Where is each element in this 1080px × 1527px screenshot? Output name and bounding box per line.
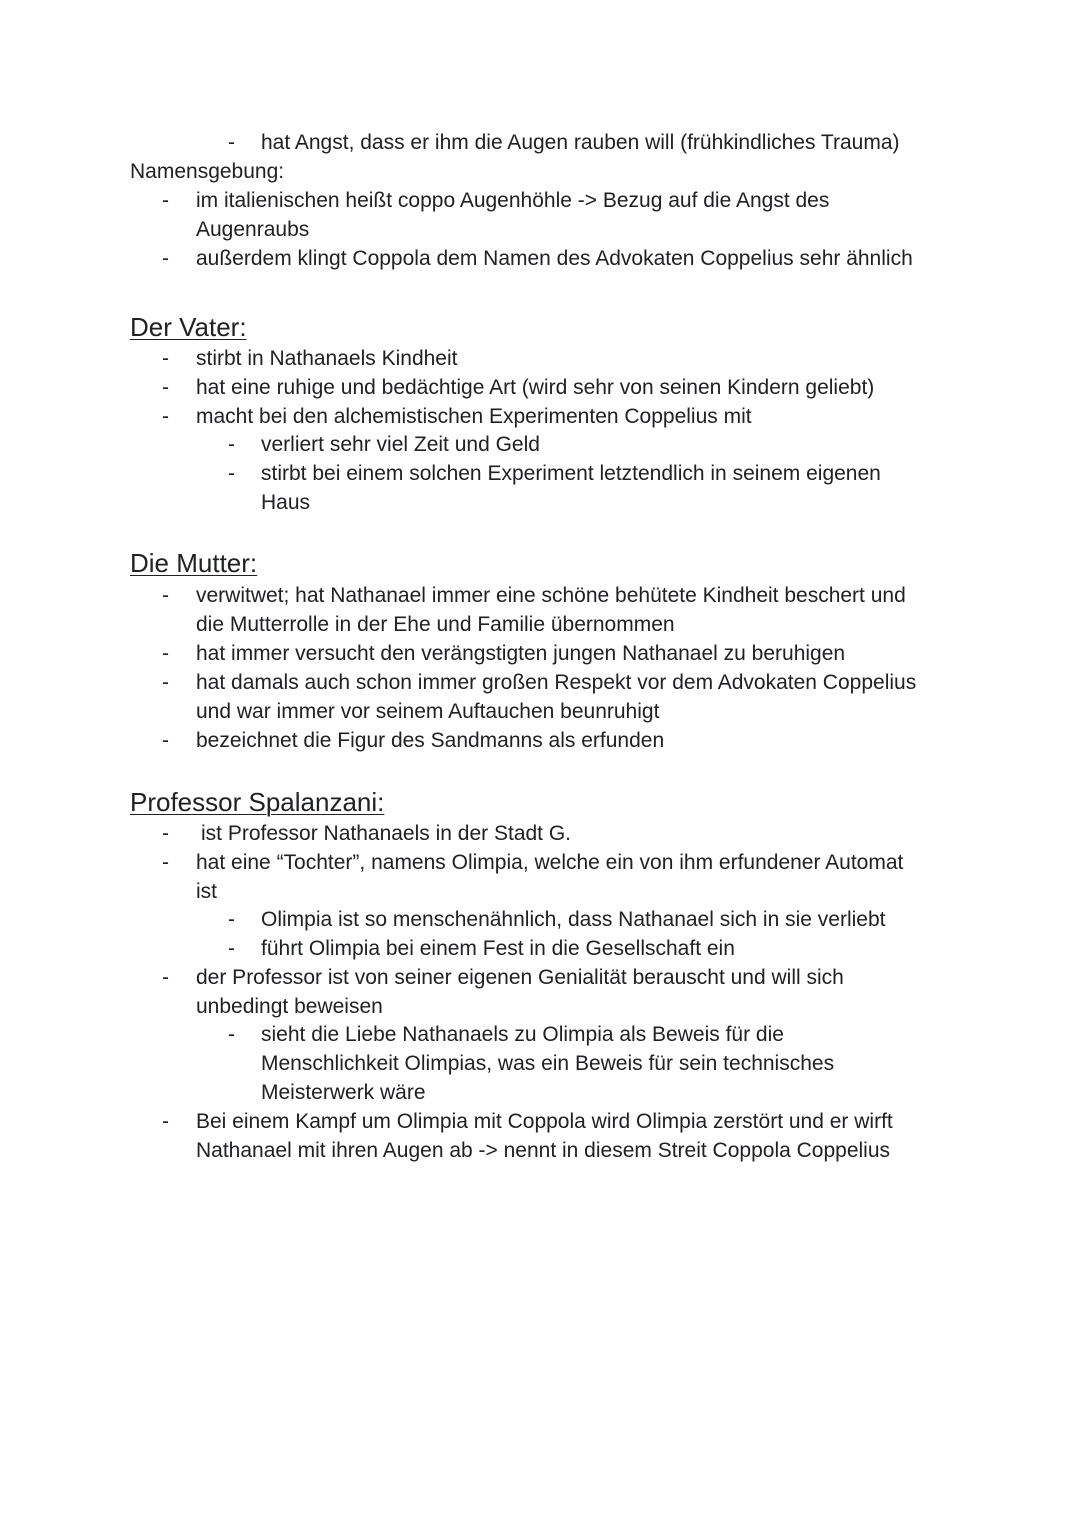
bullet-dash: - xyxy=(162,376,169,399)
spalanzani-subitem: führt Olimpia bei einem Fest in die Gesellschaft ein xyxy=(261,937,735,960)
mutter-item-line: hat damals auch schon immer großen Respekt vor dem Advokaten Coppelius xyxy=(196,671,917,694)
bullet-dash: - xyxy=(228,1023,235,1046)
bullet-dash: - xyxy=(162,729,169,752)
vater-item: stirbt in Nathanaels Kindheit xyxy=(196,347,458,370)
bullet-dash: - xyxy=(228,908,235,931)
bullet-dash: - xyxy=(228,131,235,154)
mutter-item-line: die Mutterrolle in der Ehe und Familie übernommen xyxy=(196,613,675,636)
spalanzani-item-line: Nathanael mit ihren Augen ab -> nennt in diesem Streit Coppola Coppelius xyxy=(196,1139,891,1162)
spalanzani-subitem: Olimpia ist so menschenähnlich, dass Nathanael sich in sie verliebt xyxy=(261,908,886,931)
bullet-dash: - xyxy=(162,247,169,270)
trauma-item: hat Angst, dass er ihm die Augen rauben will (frühkindliches Trauma) xyxy=(261,131,900,154)
section-heading-mutter: Die Mutter: xyxy=(130,548,258,578)
section-heading-spalanzani: Professor Spalanzani: xyxy=(130,787,385,817)
vater-item: hat eine ruhige und bedächtige Art (wird sehr von seinen Kindern geliebt) xyxy=(196,376,875,399)
naming-label: Namensgebung: xyxy=(130,160,285,183)
spalanzani-subitem-line: sieht die Liebe Nathanaels zu Olimpia als Beweis für die xyxy=(261,1023,784,1046)
mutter-item-line: und war immer vor seinem Auftauchen beunruhigt xyxy=(196,700,660,723)
bullet-dash: - xyxy=(162,642,169,665)
mutter-item-line: verwitwet; hat Nathanael immer eine schöne behütete Kindheit beschert und xyxy=(196,584,906,607)
naming-item-line: im italienischen heißt coppo Augenhöhle -> Bezug auf die Angst des xyxy=(196,189,830,212)
bullet-dash: - xyxy=(162,822,169,845)
bullet-dash: - xyxy=(162,851,169,874)
vater-subitem-line: stirbt bei einem solchen Experiment letztendlich in seinem eigenen xyxy=(261,462,881,485)
bullet-dash: - xyxy=(162,966,169,989)
bullet-dash: - xyxy=(228,937,235,960)
bullet-dash: - xyxy=(162,671,169,694)
spalanzani-item-line: hat eine “Tochter”, namens Olimpia, welche ein von ihm erfundener Automat xyxy=(196,851,904,874)
vater-subitem: verliert sehr viel Zeit und Geld xyxy=(261,433,540,456)
bullet-dash: - xyxy=(162,584,169,607)
bullet-dash: - xyxy=(162,347,169,370)
spalanzani-item-line: unbedingt beweisen xyxy=(196,995,383,1018)
mutter-item-line: hat immer versucht den verängstigten jungen Nathanael zu beruhigen xyxy=(196,642,846,665)
bullet-dash: - xyxy=(162,1110,169,1133)
bullet-dash: - xyxy=(162,405,169,428)
spalanzani-subitem-line: Meisterwerk wäre xyxy=(261,1081,426,1104)
section-heading-vater: Der Vater: xyxy=(130,312,247,342)
naming-item-line: Augenraubs xyxy=(196,218,310,241)
spalanzani-item-line: der Professor ist von seiner eigenen Genialität berauscht und will sich xyxy=(196,966,844,989)
spalanzani-item: ist Professor Nathanaels in der Stadt G. xyxy=(201,822,572,845)
bullet-dash: - xyxy=(162,189,169,212)
bullet-dash: - xyxy=(228,462,235,485)
naming-item-line: außerdem klingt Coppola dem Namen des Advokaten Coppelius sehr ähnlich xyxy=(196,247,913,270)
vater-subitem-line: Haus xyxy=(261,491,311,514)
spalanzani-subitem-line: Menschlichkeit Olimpias, was ein Beweis für sein technisches xyxy=(261,1052,835,1075)
bullet-dash: - xyxy=(228,433,235,456)
spalanzani-item-line: Bei einem Kampf um Olimpia mit Coppola wird Olimpia zerstört und er wirft xyxy=(196,1110,893,1133)
mutter-item-line: bezeichnet die Figur des Sandmanns als erfunden xyxy=(196,729,665,752)
vater-item: macht bei den alchemistischen Experimenten Coppelius mit xyxy=(196,405,752,428)
spalanzani-item-line: ist xyxy=(196,880,217,903)
